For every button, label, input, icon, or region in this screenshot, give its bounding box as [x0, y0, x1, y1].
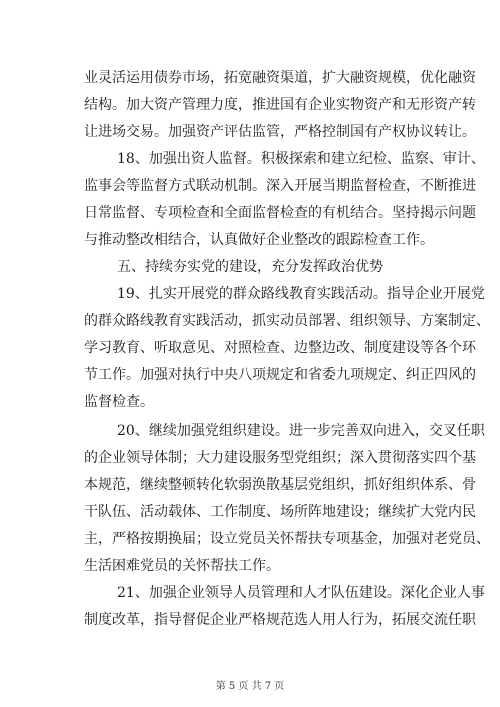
page-number: 第 5 页 共 7 页 — [215, 681, 285, 692]
document-page: 业灵活运用债券市场，拓宽融资渠道，扩大融资规模，优化融资 结构。加大资产管理力度，推进国有企业实物资产和无形资产转 让进场交易。加强资产评估监管，严格控制国有产权协议转让。 18、加强出资人监督。积极探索和建立纪检、监察、审计、 监事会等监督方式联动机制。深入开展当期监督检查，不断推进 日常监督、专项检查和全面监督检查的有机结合。坚持揭示问题 与推动整改相结合，认真做好企业整改的跟踪检查工作。 五、持续夯实党的建设，充分发挥政治优势 19、扎实开展党的群众路线教育实践活动。指导企业开展党 的群众路线教育实践活动，抓实动员部署、组织领导、方案制定、 学习教育、听取意见、对照检查、边整边改、制度建设等各个环 节工作。加强对执行中央八项规定和省委九项规定、纠正四风的 监督检查。 20、继续加强党组织建设。进一步完善双向进入，交叉任职 的企业领导体制；大力建设服务型党组织；深入贯彻落实四个基 本规范，继续整顿转化软弱涣散基层党组织，抓好组织体系、骨 干队伍、活动载体、工作制度、场所阵地建设；继续扩大党内民 主，严格按期换届；设立党员关怀帮扶专项基金，加强对老党员、 生活困难党员的关怀帮扶工作。 21、加强企业领导人员管理和人才队伍建设。深化企业人事 制度改革，指导督促企业严格规范选人用人行为，拓展交流任职 第 5 页 共 7 页 — [0, 0, 500, 707]
